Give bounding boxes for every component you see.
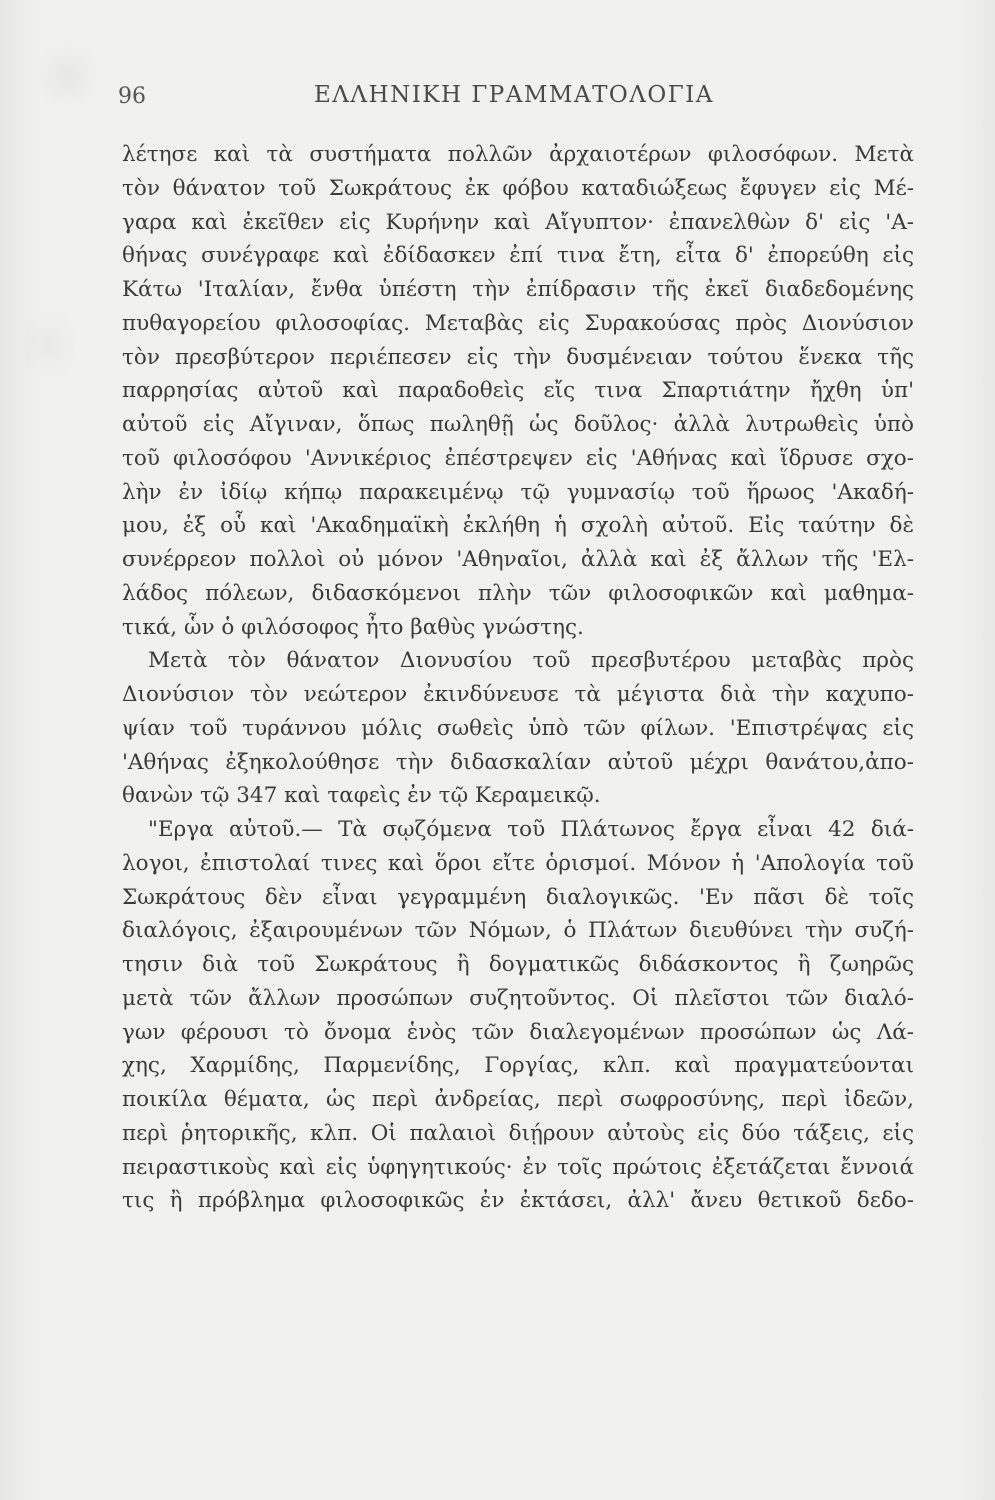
text-line: ψίαν τοῦ τυράννου μόλις σωθεὶς ὑπὸ τῶν φίλων. 'Επιστρέψας εἰς <box>122 715 914 741</box>
text-line: πειραστικοὺς καὶ εἰς ὑφηγητικούς· ἐν τοῖς πρώτοις ἐξετάζεται ἔννοιά <box>122 1154 914 1180</box>
page-number: 96 <box>118 84 146 109</box>
text-line: τοῦ φιλοσόφου 'Αννικέριος ἐπέστρεψεν εἰς 'Αθήνας καὶ ἵδρυσε σχο- <box>122 445 914 471</box>
text-line: μου, ἐξ οὗ καὶ 'Ακαδημαϊκὴ ἐκλήθη ἡ σχολὴ αὐτοῦ. Εἰς ταύτην δὲ <box>122 513 914 539</box>
text-line: τις ἢ πρόβλημα φιλοσοφικῶς ἐν ἐκτάσει, ἀλλ' ἄνευ θετικοῦ δεδο- <box>122 1188 914 1214</box>
text-line: πυθαγορείου φιλοσοφίας. Μεταβὰς εἰς Συρακούσας πρὸς Διονύσιον <box>122 310 914 336</box>
body-text <box>122 138 914 1218</box>
text-line: λάδος πόλεων, διδασκόμενοι πλὴν τῶν φιλοσοφικῶν καὶ μαθημα- <box>122 580 914 606</box>
text-line: χης, Χαρμίδης, Παρμενίδης, Γοργίας, κλπ. καὶ πραγματεύονται <box>122 1053 914 1079</box>
text-line: λογοι, ἐπιστολαί τινες καὶ ὅροι εἴτε ὁρισμοί. Μόνον ἡ 'Απολογία τοῦ <box>122 850 914 876</box>
text-line: γαρα καὶ ἐκεῖθεν εἰς Κυρήνην καὶ Αἴγυπτον· ἐπανελθὼν δ' εἰς 'Α- <box>122 209 914 235</box>
text-line: τὸν πρεσβύτερον περιέπεσεν εἰς τὴν δυσμένειαν τούτου ἕνεκα τῆς <box>122 344 914 370</box>
paper-stain <box>24 300 74 390</box>
running-head <box>118 80 918 120</box>
text-line: λέτησε καὶ τὰ συστήματα πολλῶν ἀρχαιοτέρων φιλοσόφων. Μετὰ <box>122 142 914 167</box>
text-line: θήνας συνέγραφε καὶ ἐδίδασκεν ἐπί τινα ἔτη, εἶτα δ' ἐπορεύθη εἰς <box>122 243 914 269</box>
running-title: ΕΛΛΗΝΙΚΗ ΓΡΑΜΜΑΤΟΛΟΓΙΑ <box>314 82 714 108</box>
text-line: διαλόγοις, ἐξαιρουμένων τῶν Νόμων, ὁ Πλάτων διευθύνει τὴν συζή- <box>122 918 914 944</box>
text-line: θανὼν τῷ 347 καὶ ταφεὶς ἐν τῷ Κεραμεικῷ. <box>122 783 601 809</box>
text-line: Κάτω 'Ιταλίαν, ἔνθα ὑπέστη τὴν ἐπίδρασιν τῆς ἐκεῖ διαδεδομένης <box>122 277 914 302</box>
text-line: "Εργα αὐτοῦ.— Τὰ σῳζόμενα τοῦ Πλάτωνος ἔργα εἶναι 42 διά- <box>148 817 914 842</box>
text-line: γων φέρουσι τὸ ὄνομα ἑνὸς τῶν διαλεγομένων προσώπων ὡς Λά- <box>122 1019 914 1045</box>
text-line: 'Αθήνας ἐξηκολούθησε τὴν διδασκαλίαν αὐτοῦ μέχρι θανάτου,ἀπο- <box>122 749 914 775</box>
text-line: περὶ ῥητορικῆς, κλπ. Οἱ παλαιοὶ διῄρουν αὐτοὺς εἰς δύο τάξεις, εἰς <box>122 1120 914 1146</box>
text-line: Σωκράτους δὲν εἶναι γεγραμμένη διαλογικῶς. 'Εν πᾶσι δὲ τοῖς <box>122 884 914 910</box>
text-line: λὴν ἐν ἰδίῳ κήπῳ παρακειμένῳ τῷ γυμνασίῳ τοῦ ἥρωος 'Ακαδή- <box>122 479 914 505</box>
text-line: ποικίλα θέματα, ὡς περὶ ἀνδρείας, περὶ σωφροσύνης, περὶ ἰδεῶν, <box>122 1087 914 1112</box>
text-line: τὸν θάνατον τοῦ Σωκράτους ἐκ φόβου καταδιώξεως ἔφυγεν εἰς Μέ- <box>122 175 914 201</box>
text-line: τησιν διὰ τοῦ Σωκράτους ἢ δογματικῶς διδάσκοντος ἢ ζωηρῶς <box>122 952 914 977</box>
text-line: παρρησίας αὐτοῦ καὶ παραδοθεὶς εἴς τινα Σπαρτιάτην ἤχθη ὑπ' <box>122 378 914 404</box>
text-line: Μετὰ τὸν θάνατον Διονυσίου τοῦ πρεσβυτέρου μεταβὰς πρὸς <box>148 648 914 674</box>
text-line: Διονύσιον τὸν νεώτερον ἐκινδύνευσε τὰ μέγιστα διὰ τὴν καχυπο- <box>122 682 914 707</box>
text-line: μετὰ τῶν ἄλλων προσώπων συζητοῦντος. Οἱ πλεῖστοι τῶν διαλό- <box>122 985 914 1011</box>
paper-stain <box>32 40 102 110</box>
text-line: τικά, ὧν ὁ φιλόσοφος ἦτο βαθὺς γνώστης. <box>122 614 584 640</box>
text-line: αὐτοῦ εἰς Αἴγιναν, ὅπως πωληθῇ ὡς δοῦλος· ἀλλὰ λυτρωθεὶς ὑπὸ <box>122 412 914 437</box>
text-line: συνέρρεον πολλοὶ οὐ μόνον 'Αθηναῖοι, ἀλλὰ καὶ ἐξ ἄλλων τῆς 'Ελ- <box>122 547 914 572</box>
